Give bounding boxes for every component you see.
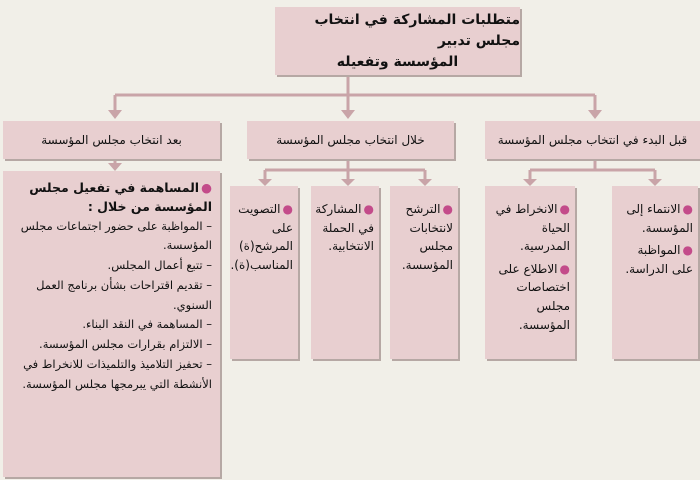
list-item: – الالتزام بقرارات مجلس المؤسسة. <box>39 337 212 352</box>
phase-during-box <box>247 121 454 159</box>
bullet-icon: ● <box>442 202 453 216</box>
item-text: الاطلاع على اختصاصات مجلس المؤسسة. <box>498 261 570 332</box>
phase-before-box <box>485 121 700 159</box>
bullet-icon: ● <box>363 202 374 216</box>
after-heading <box>11 179 212 217</box>
phase-before-label: قبل البدء في انتخاب مجلس المؤسسة <box>497 133 688 147</box>
list-item: – تحفيز التلاميذ والتلميذات للانخراط في الأنشطة التي يبرمجها مجلس المؤسسة. <box>22 356 212 391</box>
after-heading-text: المساهمة في تفعيل مجلس المؤسسة من خلال : <box>29 180 212 214</box>
diagram-title-box <box>275 7 520 75</box>
phase-during-label: خلال انتخاب مجلس المؤسسة <box>276 133 425 147</box>
list-item: – تتبع أعمال المجلس. <box>107 258 212 273</box>
list-item <box>230 200 293 274</box>
phase-after-label: بعد انتخاب مجلس المؤسسة <box>41 133 182 147</box>
phase-after-box <box>3 121 220 159</box>
after-activation-box <box>3 171 220 477</box>
list-item <box>490 200 570 256</box>
during-candidacy-box <box>390 186 458 359</box>
list-item <box>617 200 693 237</box>
list-item: – المواظبة على حضور اجتماعات مجلس المؤسسة. <box>20 218 212 253</box>
before-belonging-box <box>612 186 698 359</box>
item-text: الانتماء إلى المؤسسة. <box>626 202 693 235</box>
bullet-icon: ● <box>682 202 693 216</box>
list-item: – تقديم اقتراحات بشأن برنامج العمل السنوي. <box>36 277 212 312</box>
item-text: الترشح لانتخابات مجلس المؤسسة. <box>401 202 453 272</box>
list-item <box>617 241 693 278</box>
bullet-icon: ● <box>201 180 212 195</box>
item-text: الانخراط في الحياة المدرسية. <box>495 202 570 254</box>
during-voting-box <box>230 186 298 359</box>
title-line-1: متطلبات المشاركة في انتخاب مجلس تدبير <box>314 11 520 49</box>
list-item <box>395 200 453 274</box>
title-line-2: المؤسسة وتفعيله <box>336 53 459 70</box>
item-text: المشاركة في الحملة الانتخابية. <box>315 202 374 254</box>
item-text: المواظبة على الدراسة. <box>625 243 693 276</box>
list-item: – المساهمة في النقد البناء. <box>82 317 212 332</box>
list-item <box>490 260 570 334</box>
list-item <box>316 200 374 256</box>
bullet-icon: ● <box>282 202 293 216</box>
before-engagement-box <box>485 186 575 359</box>
bullet-icon: ● <box>559 261 570 276</box>
bullet-icon: ● <box>682 243 693 258</box>
item-text: التصويت على المرشح(ة) المناسب(ة). <box>230 202 293 272</box>
bullet-icon: ● <box>559 202 570 216</box>
during-campaign-box <box>311 186 379 359</box>
